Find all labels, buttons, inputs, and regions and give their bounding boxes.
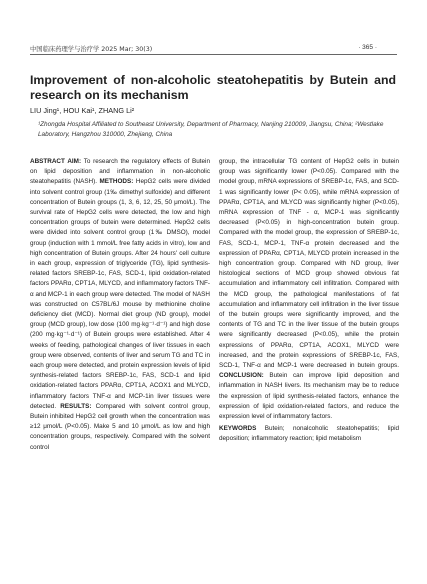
article-title: Improvement of non-alcoholic steatohepatitis by Butein and research on its mechanism — [30, 73, 396, 102]
results-text-right: group, the intracellular TG content of HepG2 cells in butein group was significantly lower (P<0.05). Compared with the model group, mRNA expressions of SREBP-1c, FAS, and SCD-1 was significantly lower (P< 0.05), while mRNA expression of PPARα, CPT1A, and MLYCD was significantly higher (P<0.05), mRNA expression of TNF - α, MCP-1 was significantly decreased (P<0.05) in high-concentration butein group. Compared with the model group, the expression of SREBP-1c, FAS, SCD-1, MCP-1, TNF-α protein decreased and the expression of PPARα, CPT1A, MLYCD protein increased in the high concentration group. Compared with ND group, liver histological sections of MCD group showed obvious fat accumulation and inflammatory cell infiltration. Compared with the MCD group, the pathological manifestations of fat accumulation and inflammatory cell infiltration in the liver tissue of the butein groups were significantly improved, and the contents of TG and TC in the liver tissue of the butein groups were significantly decreased (P<0.05), while the protein expressions of PPARα, CPT1A, ACOX1, MLYCD were increased, and the protein expressions of SREBP-1c, FAS, SCD-1, TNF-α and MCP-1 were decreased in butein groups. — [219, 158, 399, 370]
author-list: LIU Jing¹, HOU Kai¹, ZHANG Li² — [30, 106, 135, 115]
journal-running-head: 中国临床药理学与治疗学 2025 Mar; 30(3) — [30, 46, 153, 53]
aim-label: AIM: — [67, 158, 84, 165]
results-label: RESULTS: — [60, 402, 96, 410]
header-rule — [30, 54, 397, 55]
keywords-label: KEYWORDS — [219, 425, 265, 433]
abstract-left-column — [30, 157, 210, 453]
page-number: · 365 · — [358, 44, 377, 51]
methods-text: HepG2 cells were divided into solvent control group (1‰ dimethyl sulfoxide) and different concentration of Butein groups (1, 3, 6, 12, 25, 50 μmol/L). The survival rate of HepG2 cells were detected, the low and high concentration groups of butein were determined. HepG2 cells were divided into solvent control group (1‰ DMSO), model group (induction with 1 mmol/L free fatty acids in vitro), low and high concentration of Butein groups. After 24 hours' cell culture in each group, expression of triglyceride (TG), lipid synthesis-related factors SREBP-1c, FAS, SCD-1, lipid oxidation-related factors PPARα, CPT1A, MLYCD, and inflammatory factors TNF-α and MCP-1 in each group were detected. The model of NASH was constructed on C57BL/6J mouse by methionine choline deficiency diet (MCD). Normal diet group (ND group), model group (MCD group), low dose (100 mg·kg⁻¹·d⁻¹) and high dose (200 mg·kg⁻¹·d⁻¹) of Butein groups were established. After 4 weeks of feeding, pathological changes of liver tissues in each group were observed, contents of liver and serum TG and TC in each group were detected, and protein expression levels of lipid synthesis-related factors SREBP-1c, FAS, SCD-1 and lipid oxidation-related factors PPARα, CPT1A, ACOX1 and MLYCD, inflammatory factors TNF-α and MCP-1in liver tissues were detected. — [30, 178, 210, 410]
methods-label: METHODS: — [99, 178, 136, 186]
conclusion-label: CONCLUSION: — [219, 372, 270, 380]
aim-text: To research the regulatory effects of Butein on lipid deposition and inflammation in non-alcoholic steatohepatitis (NASH). — [30, 158, 210, 186]
affiliations: ¹Zhongda Hospital Affiliated to Southeast University, Department of Pharmacy, Nanjing 210009, Jiangsu, China; ²Westlake Laboratory, Hangzhou 310000, Zhejiang, China — [38, 121, 384, 138]
conclusion-text: Butein can improve lipid deposition and inflammation in NASH livers. Its mechanism may be to reduce the expression of lipid synthesis-related factors, enhance the expression of lipid oxidation-related factors, and reduce the expression level of inflammatory factors. — [219, 372, 399, 421]
results-text-left: Compared with solvent control group, Butein inhibited HepG2 cell growth when the concentration was ≥12 μmol/L (P<0.05). Make 5 and 10 μmol/L as low and high concentration groups, respectively. Compared with the solvent control — [30, 402, 210, 451]
abstract-label: ABSTRACT — [30, 158, 68, 165]
keywords-text: Butein; nonalcoholic steatohepatitis; lipid deposition; inflammatory reaction; lipid metabolism — [219, 425, 400, 443]
abstract-right-column — [219, 157, 399, 445]
keywords-row — [219, 424, 399, 444]
